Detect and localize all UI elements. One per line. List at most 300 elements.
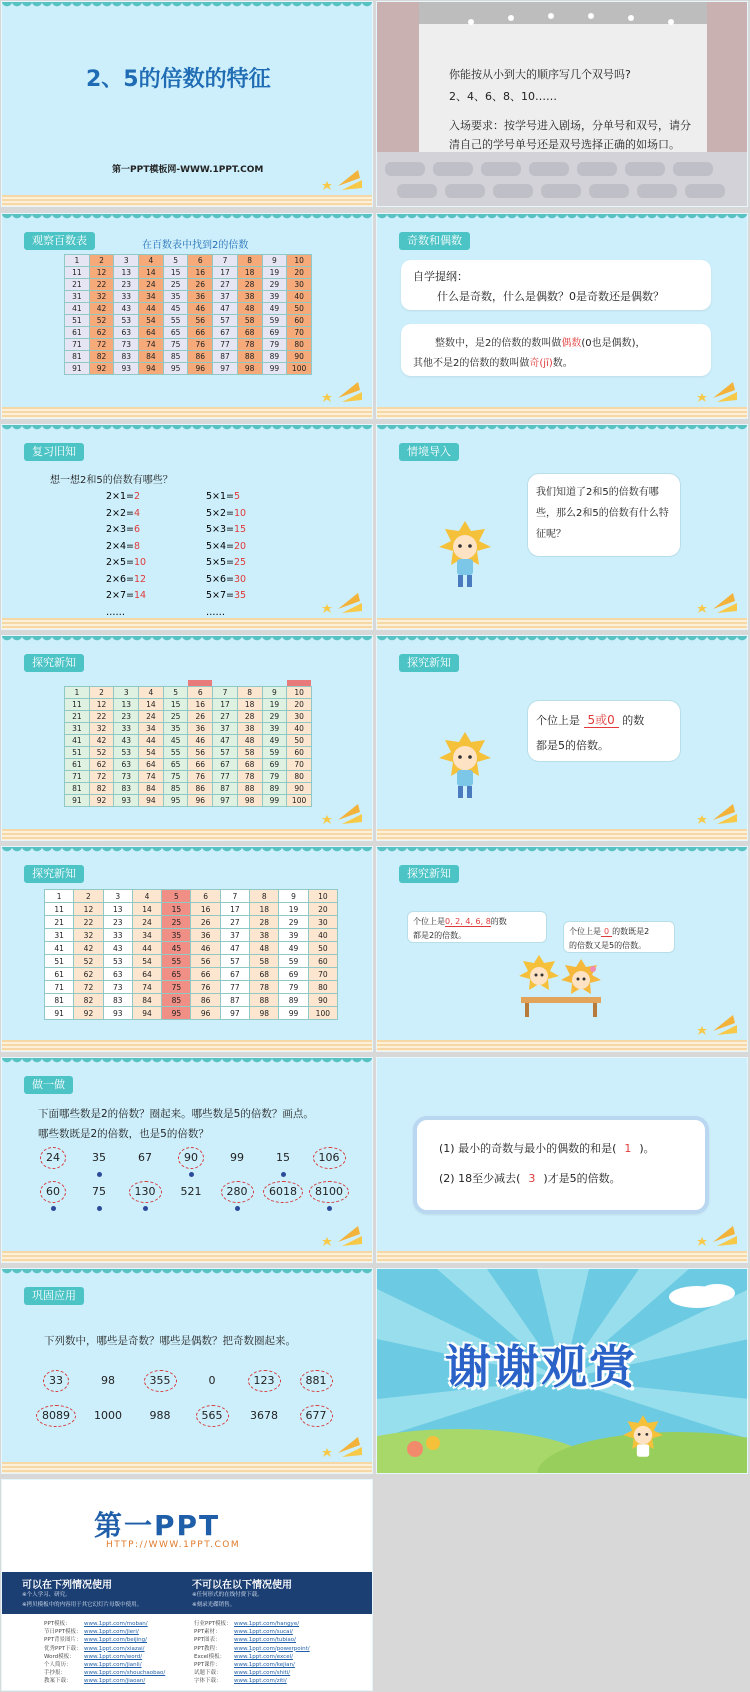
fact-result: 25 <box>234 557 247 568</box>
grid-cell: 86 <box>188 783 213 795</box>
slide-2-theater[interactable] <box>376 1 748 207</box>
grid-cell: 36 <box>188 291 213 303</box>
def-text-b: (0也是偶数)， <box>581 338 646 349</box>
grid-cell: 67 <box>220 968 249 981</box>
grid-cell: 55 <box>163 747 188 759</box>
grid-cell: 50 <box>287 303 312 315</box>
number-item[interactable] <box>136 1404 184 1428</box>
grid-cell: 92 <box>89 363 114 375</box>
b1-text-a: 个位上是 <box>413 917 445 926</box>
number-item[interactable] <box>170 1180 212 1204</box>
section-tag: 探究新知 <box>399 654 459 672</box>
grid-cell: 12 <box>74 903 103 916</box>
star-decoration-icon <box>318 589 364 617</box>
grid-cell: 27 <box>220 916 249 929</box>
two-children-at-desk-icon <box>517 955 607 1017</box>
grid-cell: 64 <box>139 759 164 771</box>
grid-row <box>65 687 312 699</box>
grid-cell: 84 <box>139 351 164 363</box>
grid-cell: 6 <box>191 890 220 903</box>
grid-cell: 46 <box>191 942 220 955</box>
grid-cell: 23 <box>103 916 132 929</box>
grid-cell: 30 <box>287 279 312 291</box>
grid-cell: 62 <box>89 327 114 339</box>
grid-cell: 8 <box>237 687 262 699</box>
link-url[interactable]: www.1ppt.com/powerpoint/ <box>234 1645 310 1652</box>
slide-11-practice[interactable] <box>1 1057 373 1263</box>
grid-cell: 58 <box>237 747 262 759</box>
bubble-right-line-2: 的倍数又是5的倍数。 <box>569 941 647 950</box>
grid-cell: 62 <box>74 968 103 981</box>
odd-even-row-1 <box>32 1369 352 1395</box>
number-item[interactable] <box>136 1369 184 1393</box>
grid-cell: 13 <box>103 903 132 916</box>
number-item[interactable] <box>124 1180 166 1204</box>
number-value: 0 <box>208 1374 216 1387</box>
slide-10-both-rule[interactable] <box>376 846 748 1052</box>
grid-cell: 74 <box>132 981 161 994</box>
grid-cell: 44 <box>132 942 161 955</box>
number-value: 90 <box>178 1147 204 1169</box>
grid-cell: 44 <box>139 735 164 747</box>
grid-cell: 50 <box>308 942 337 955</box>
fact-expression: 5×4= <box>206 540 235 552</box>
fact-expression: 5×3= <box>206 524 235 535</box>
number-item[interactable] <box>216 1180 258 1204</box>
number-item[interactable] <box>170 1146 212 1170</box>
def-text-a: 整数中，是2的倍数的数叫做 <box>435 338 562 349</box>
grid-cell: 35 <box>163 291 188 303</box>
grid-cell: 69 <box>262 759 287 771</box>
grid-cell: 57 <box>220 955 249 968</box>
number-item[interactable] <box>262 1180 304 1204</box>
multiples-of-5-list <box>206 489 246 621</box>
number-item[interactable] <box>124 1146 166 1170</box>
grid-cell: 99 <box>262 795 287 807</box>
hint-text: 什么是奇数，什么是偶数？0是奇数还是偶数？ <box>437 290 664 303</box>
grid-cell: 56 <box>188 747 213 759</box>
number-item[interactable] <box>32 1180 74 1204</box>
brand-url: HTTP://WWW.1PPT.COM <box>106 1540 241 1550</box>
link-url[interactable]: www.1ppt.com/kejian/ <box>234 1662 295 1669</box>
lace-border <box>2 425 372 434</box>
resource-link[interactable] <box>194 1677 310 1685</box>
grid-cell: 3 <box>114 687 139 699</box>
stripe-border <box>377 618 747 629</box>
grid-row <box>45 942 338 955</box>
link-label: PPT模板： <box>44 1621 71 1627</box>
review-question: 想一想2和5的倍数有哪些？ <box>50 475 173 486</box>
grid-cell: 81 <box>65 351 90 363</box>
grid-cell: 7 <box>213 687 238 699</box>
grid-cell: 21 <box>45 916 74 929</box>
multiplication-fact <box>106 555 146 572</box>
can-use-2: ※拷贝模板中的内容用于其它幻灯片母版中使用。 <box>22 1602 143 1608</box>
resource-link[interactable] <box>194 1636 310 1644</box>
grid-cell: 35 <box>163 723 188 735</box>
link-url[interactable]: www.1ppt.com/moban/ <box>84 1621 148 1627</box>
grid-cell: 84 <box>132 994 161 1007</box>
multiplication-fact <box>106 539 146 556</box>
link-url[interactable]: www.1ppt.com/hangye/ <box>234 1621 300 1627</box>
fact-result: 10 <box>134 557 147 568</box>
definition-line-2 <box>413 354 573 369</box>
link-label: 个人简历： <box>44 1662 72 1669</box>
rule-fill-answer: 5或0 <box>584 713 619 728</box>
number-item[interactable] <box>308 1180 350 1204</box>
grid-cell: 63 <box>103 968 132 981</box>
number-row-1 <box>32 1146 352 1170</box>
number-item[interactable] <box>188 1369 236 1393</box>
grid-cell: 12 <box>89 267 114 279</box>
grid-row <box>65 735 312 747</box>
link-label: Excel模板： <box>194 1653 226 1660</box>
number-item[interactable] <box>292 1404 340 1428</box>
stripe-border <box>2 407 372 418</box>
grid-cell: 22 <box>74 916 103 929</box>
grid-cell: 10 <box>287 255 312 267</box>
grid-cell: 69 <box>279 968 308 981</box>
bubble-text: 我们知道了2和5的倍数有哪些，那么2和5的倍数有什么特征呢？ <box>536 487 669 540</box>
grid-cell: 59 <box>262 747 287 759</box>
fact-expression: 2×6= <box>106 573 135 585</box>
grid-cell: 39 <box>279 929 308 942</box>
fact-result: 30 <box>234 573 247 585</box>
bubble-left-line-2: 都是2的倍数。 <box>413 931 467 940</box>
section-tag: 做一做 <box>24 1076 73 1094</box>
grid-cell: 74 <box>139 771 164 783</box>
grid-cell: 4 <box>132 890 161 903</box>
grid-cell: 18 <box>250 903 279 916</box>
grid-cell: 20 <box>308 903 337 916</box>
star-decoration-icon <box>318 800 364 828</box>
grid-cell: 80 <box>287 339 312 351</box>
number-item[interactable] <box>78 1180 120 1204</box>
slide-13-apply[interactable] <box>1 1268 373 1474</box>
grid-cell: 8 <box>250 890 279 903</box>
grid-cell: 42 <box>89 303 114 315</box>
grid-row <box>65 339 312 351</box>
number-value: 280 <box>221 1181 254 1203</box>
star-decoration-icon <box>693 800 739 828</box>
lace-border <box>2 2 372 11</box>
star-decoration-icon <box>318 1433 364 1461</box>
grid-cell: 87 <box>220 994 249 1007</box>
grid-cell: 26 <box>191 916 220 929</box>
grid-row <box>45 955 338 968</box>
grid-cell: 94 <box>132 1007 161 1020</box>
grid-cell: 23 <box>114 279 139 291</box>
grid-cell: 40 <box>287 291 312 303</box>
slide-5-review[interactable] <box>1 424 373 630</box>
number-item[interactable] <box>32 1146 74 1170</box>
grid-cell: 44 <box>139 303 164 315</box>
grid-cell: 14 <box>132 903 161 916</box>
grid-cell: 37 <box>213 723 238 735</box>
link-label: 优秀PPT下载： <box>44 1645 82 1652</box>
grid-cell: 57 <box>213 315 238 327</box>
grid-cell: 21 <box>65 711 90 723</box>
theater-background <box>377 2 748 207</box>
grid-cell: 62 <box>89 759 114 771</box>
grid-cell: 30 <box>308 916 337 929</box>
grid-cell: 42 <box>74 942 103 955</box>
multiplication-fact <box>206 555 246 572</box>
resource-link[interactable] <box>194 1620 310 1628</box>
apply-question: 下列数中，哪些是奇数？哪些是偶数？把奇数圈起来。 <box>44 1335 296 1347</box>
grid-cell: 27 <box>213 711 238 723</box>
grid-cell: 56 <box>188 315 213 327</box>
grid-cell: 57 <box>213 747 238 759</box>
number-item[interactable] <box>84 1404 132 1428</box>
resource-link[interactable] <box>44 1636 165 1644</box>
slide-1-title[interactable] <box>1 1 373 207</box>
grid-cell: 63 <box>114 327 139 339</box>
slide-14-thanks[interactable] <box>376 1268 748 1474</box>
grid-cell: 76 <box>188 339 213 351</box>
link-url[interactable]: www.1ppt.com/sucai/ <box>234 1629 293 1636</box>
grid-cell: 41 <box>65 735 90 747</box>
link-label: PPT背景图片： <box>44 1637 82 1644</box>
grid-cell: 67 <box>213 327 238 339</box>
multiplication-fact <box>106 522 146 539</box>
grid-cell: 26 <box>188 711 213 723</box>
link-url[interactable]: www.1ppt.com/jieri/ <box>84 1629 139 1636</box>
multiplication-fact <box>106 489 146 506</box>
grid-cell: 4 <box>139 687 164 699</box>
grid-row <box>45 890 338 903</box>
grid-cell: 37 <box>220 929 249 942</box>
grid-cell: 79 <box>279 981 308 994</box>
link-url[interactable]: www.1ppt.com/jianli/ <box>84 1662 142 1669</box>
link-url[interactable]: www.1ppt.com/tubiao/ <box>234 1637 296 1644</box>
grid-row <box>65 759 312 771</box>
grid-cell: 38 <box>250 929 279 942</box>
grid-cell: 2 <box>74 890 103 903</box>
multiple-of-5-dot <box>235 1206 240 1211</box>
grid-cell: 73 <box>114 339 139 351</box>
can-use-1: ※个人学习、研究。 <box>22 1592 71 1598</box>
slide-12-quiz[interactable] <box>376 1057 748 1263</box>
grid-cell: 56 <box>191 955 220 968</box>
grid-cell: 94 <box>139 795 164 807</box>
link-label: 教案下载： <box>44 1678 72 1685</box>
resource-link[interactable] <box>194 1645 310 1653</box>
number-item[interactable] <box>308 1146 350 1170</box>
grid-row <box>65 723 312 735</box>
site-credit: 第一PPT模板网-WWW.1PPT.COM <box>112 165 264 175</box>
q2-text-a: (2) 18至少减去( <box>439 1172 521 1185</box>
grid-cell: 1 <box>65 255 90 267</box>
b2-text-a: 个位上是 <box>569 927 601 936</box>
grid-cell: 84 <box>139 783 164 795</box>
link-url[interactable]: www.1ppt.com/beijing/ <box>84 1637 148 1644</box>
grid-cell: 40 <box>308 929 337 942</box>
resource-link[interactable] <box>194 1653 310 1661</box>
link-url[interactable]: www.1ppt.com/ziti/ <box>234 1678 287 1685</box>
grid-cell: 81 <box>65 783 90 795</box>
lace-border <box>2 1269 372 1278</box>
grid-cell: 66 <box>188 759 213 771</box>
grid-cell: 24 <box>139 279 164 291</box>
resource-link[interactable] <box>44 1677 165 1685</box>
odd-term: 奇(jī) <box>529 358 553 369</box>
resource-link[interactable] <box>44 1669 165 1677</box>
number-item[interactable] <box>262 1146 304 1170</box>
q1-text-a: (1) 最小的奇数与最小的偶数的和是( <box>439 1142 617 1155</box>
number-value: 123 <box>248 1370 281 1392</box>
multiplication-fact <box>206 489 246 506</box>
link-label: Word模板： <box>44 1653 75 1660</box>
grid-cell: 71 <box>65 339 90 351</box>
slide-3-hundred-chart[interactable] <box>1 213 373 419</box>
theater-answer: 2、4、6、8、10…… <box>449 90 557 103</box>
lace-border <box>2 214 372 223</box>
grid-cell: 11 <box>65 267 90 279</box>
grid-cell: 61 <box>65 759 90 771</box>
grid-cell: 92 <box>89 795 114 807</box>
star-decoration-icon <box>318 1222 364 1250</box>
slide-6-scenario[interactable] <box>376 424 748 630</box>
grid-cell: 49 <box>262 735 287 747</box>
grid-row <box>45 929 338 942</box>
grid-cell: 82 <box>89 783 114 795</box>
star-decoration-icon <box>318 166 364 194</box>
grid-cell: 76 <box>188 771 213 783</box>
grid-cell: 94 <box>139 363 164 375</box>
number-value: 35 <box>92 1151 106 1164</box>
grid-cell: 89 <box>262 351 287 363</box>
grid-cell: 14 <box>139 267 164 279</box>
number-item[interactable] <box>292 1369 340 1393</box>
resource-link[interactable] <box>44 1653 165 1661</box>
grid-cell: 53 <box>114 747 139 759</box>
grid-cell: 87 <box>213 783 238 795</box>
number-item[interactable] <box>188 1404 236 1428</box>
slide-7-explore-grid[interactable] <box>1 635 373 841</box>
grid-row <box>65 747 312 759</box>
grid-row <box>45 1007 338 1020</box>
resource-link[interactable] <box>44 1661 165 1669</box>
grid-cell: 66 <box>191 968 220 981</box>
grid-cell: 46 <box>188 303 213 315</box>
grid-row <box>65 351 312 363</box>
grid-cell: 79 <box>262 339 287 351</box>
grid-row <box>45 994 338 1007</box>
link-list-left <box>44 1620 165 1686</box>
grid-cell: 80 <box>308 981 337 994</box>
resource-link[interactable] <box>194 1661 310 1669</box>
lace-border <box>2 847 372 856</box>
stripe-border <box>377 1251 747 1262</box>
grid-cell: 73 <box>114 771 139 783</box>
number-item[interactable] <box>32 1404 80 1428</box>
grid-cell: 72 <box>89 339 114 351</box>
grid-cell: 67 <box>213 759 238 771</box>
resource-link[interactable] <box>44 1620 165 1628</box>
grid-cell: 68 <box>237 759 262 771</box>
cannot-use-2: ※刻录光碟销售。 <box>192 1602 236 1608</box>
grid-cell: 45 <box>163 303 188 315</box>
grid-cell: 32 <box>89 291 114 303</box>
grid-cell: 19 <box>262 267 287 279</box>
grid-cell: 27 <box>213 279 238 291</box>
grid-cell: 70 <box>287 759 312 771</box>
lace-border <box>2 1058 372 1067</box>
grid-cell: 91 <box>65 795 90 807</box>
slide-15-copyright[interactable] <box>1 1479 373 1691</box>
fact-expression: 2×1= <box>106 491 135 502</box>
grid-cell: 24 <box>139 711 164 723</box>
grid-cell: 74 <box>139 339 164 351</box>
number-item[interactable] <box>240 1369 288 1393</box>
grid-cell: 41 <box>45 942 74 955</box>
quiz-q2 <box>439 1170 621 1186</box>
grid-cell: 2 <box>89 687 114 699</box>
resource-link[interactable] <box>194 1669 310 1677</box>
grid-cell: 65 <box>163 759 188 771</box>
grid-cell: 2 <box>89 255 114 267</box>
hundred-chart-highlight <box>44 889 338 1020</box>
thanks-text: 谢谢观赏 <box>445 1340 637 1394</box>
lace-border <box>377 847 747 856</box>
grid-cell: 48 <box>237 735 262 747</box>
grid-cell: 64 <box>132 968 161 981</box>
grid-row <box>65 327 312 339</box>
link-url[interactable]: www.1ppt.com/xiazai/ <box>84 1645 145 1652</box>
number-item[interactable] <box>78 1146 120 1170</box>
number-value: 1000 <box>94 1409 122 1422</box>
grid-cell: 25 <box>163 711 188 723</box>
fact-result: 5 <box>234 491 241 502</box>
slide-9-explore-grid-2[interactable] <box>1 846 373 1052</box>
link-url[interactable]: www.1ppt.com/shouchaobao/ <box>84 1670 166 1677</box>
study-hint-card <box>401 260 711 310</box>
child-character-icon <box>623 1415 663 1463</box>
slide-4-odd-even[interactable] <box>376 213 748 419</box>
stripe-border <box>2 1040 372 1051</box>
grid-cell: 16 <box>188 267 213 279</box>
grid-cell: 43 <box>114 735 139 747</box>
resource-link[interactable] <box>44 1645 165 1653</box>
grid-cell: 80 <box>287 771 312 783</box>
grid-cell: 28 <box>250 916 279 929</box>
stripe-border <box>2 1462 372 1473</box>
grid-row <box>65 783 312 795</box>
grid-cell: 6 <box>188 687 213 699</box>
link-url[interactable]: www.1ppt.com/word/ <box>84 1653 143 1660</box>
grid-cell: 33 <box>114 291 139 303</box>
grid-cell: 97 <box>220 1007 249 1020</box>
link-url[interactable]: www.1ppt.com/jiaoan/ <box>84 1678 146 1685</box>
number-item[interactable] <box>84 1369 132 1393</box>
grid-cell: 23 <box>114 711 139 723</box>
section-tag: 情境导入 <box>399 443 459 461</box>
grid-cell: 1 <box>45 890 74 903</box>
grid-cell: 50 <box>287 735 312 747</box>
number-item[interactable] <box>240 1404 288 1428</box>
fact-expression: 5×2= <box>206 507 235 519</box>
number-item[interactable] <box>216 1146 258 1170</box>
link-url[interactable]: www.1ppt.com/shiti/ <box>234 1670 291 1677</box>
resource-link[interactable] <box>44 1628 165 1636</box>
resource-link[interactable] <box>194 1628 310 1636</box>
slide-8-five-rule[interactable] <box>376 635 748 841</box>
number-item[interactable] <box>32 1369 80 1393</box>
multiplication-fact <box>106 506 146 523</box>
link-url[interactable]: www.1ppt.com/excel/ <box>234 1653 293 1660</box>
star-decoration-icon <box>318 378 364 406</box>
